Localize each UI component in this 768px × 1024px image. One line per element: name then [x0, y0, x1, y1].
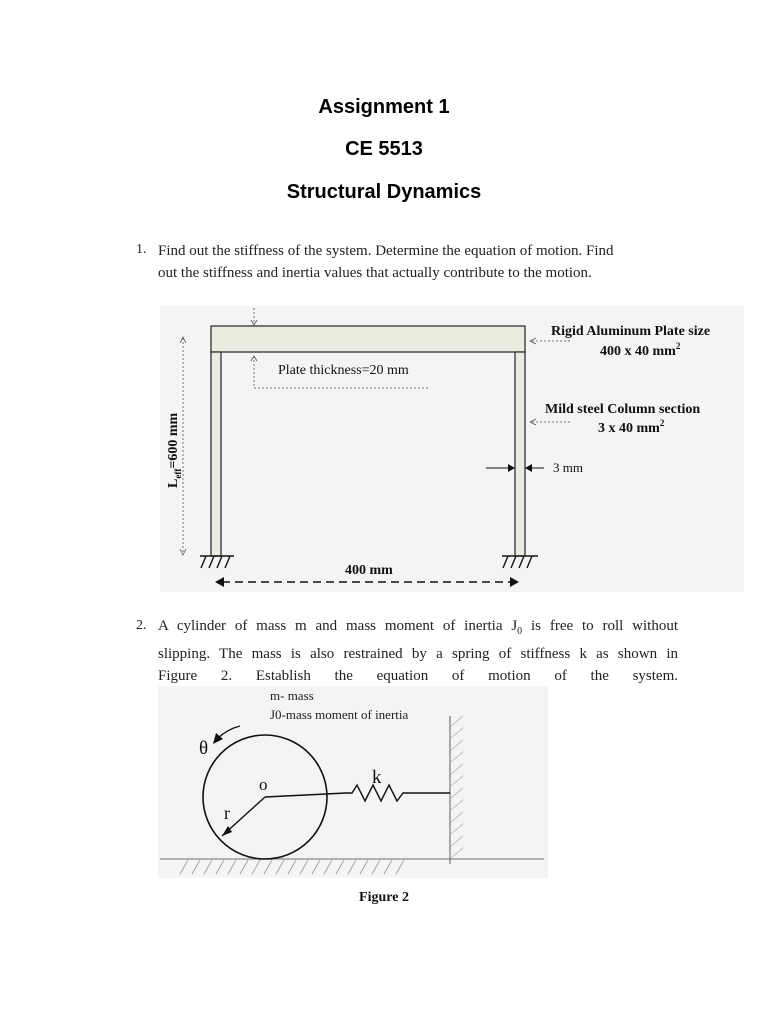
- question-1-text: [158, 240, 678, 284]
- plate-label-line-2: 400 x 40 $mm^2$: [600, 341, 681, 359]
- mass-label: m- mass: [270, 688, 314, 703]
- course-subject: Structural Dynamics: [286, 181, 482, 203]
- spring-label: k: [372, 767, 382, 788]
- course-code: CE 5513: [345, 138, 423, 160]
- question-1-line-1: Find out the stiffness of the system. Determine the equation of motion. Find: [158, 243, 614, 259]
- right-column: [515, 352, 525, 556]
- question-1-number: 1.: [136, 242, 147, 257]
- figure-1-portal-frame: [160, 306, 744, 592]
- column-label-line-2: 3 x 40 $mm^2$: [598, 418, 665, 436]
- left-column: [211, 352, 221, 556]
- center-label: o: [259, 775, 268, 794]
- question-1-line-2: out the stiffness and inertia values that actually contribute to the motion.: [158, 265, 592, 281]
- effective-length-label: $L_{eff}=600$ mm: [166, 412, 183, 488]
- span-label: 400 mm: [345, 563, 393, 578]
- assignment-title: Assignment 1: [318, 96, 450, 118]
- question-2-line-2: slipping. The mass is also restrained by a spring of stiffness k as shown in: [158, 646, 678, 662]
- aluminum-plate: [211, 326, 525, 352]
- question-2-line-3: Figure 2. Establish the equation of motion of the system.: [158, 668, 678, 684]
- question-2-number: 2.: [136, 618, 147, 633]
- inertia-label: J0-mass moment of inertia: [270, 707, 409, 722]
- radius-label: r: [224, 803, 230, 823]
- figure-2-caption: Figure 2: [359, 890, 409, 905]
- figure-2-rolling-cylinder: [158, 686, 548, 878]
- column-label-line-1: Mild steel Column section: [545, 402, 701, 417]
- column-width-label: 3 mm: [553, 460, 583, 475]
- question-2-line-1: A cylinder of mass m and mass moment of inertia $J_0$ is free to roll without: [158, 618, 678, 637]
- plate-label-line-1: Rigid Aluminum Plate size: [551, 324, 711, 339]
- plate-thickness-label: Plate thickness=20 mm: [278, 363, 409, 378]
- question-2-text: [158, 615, 678, 687]
- theta-label: θ: [199, 738, 209, 759]
